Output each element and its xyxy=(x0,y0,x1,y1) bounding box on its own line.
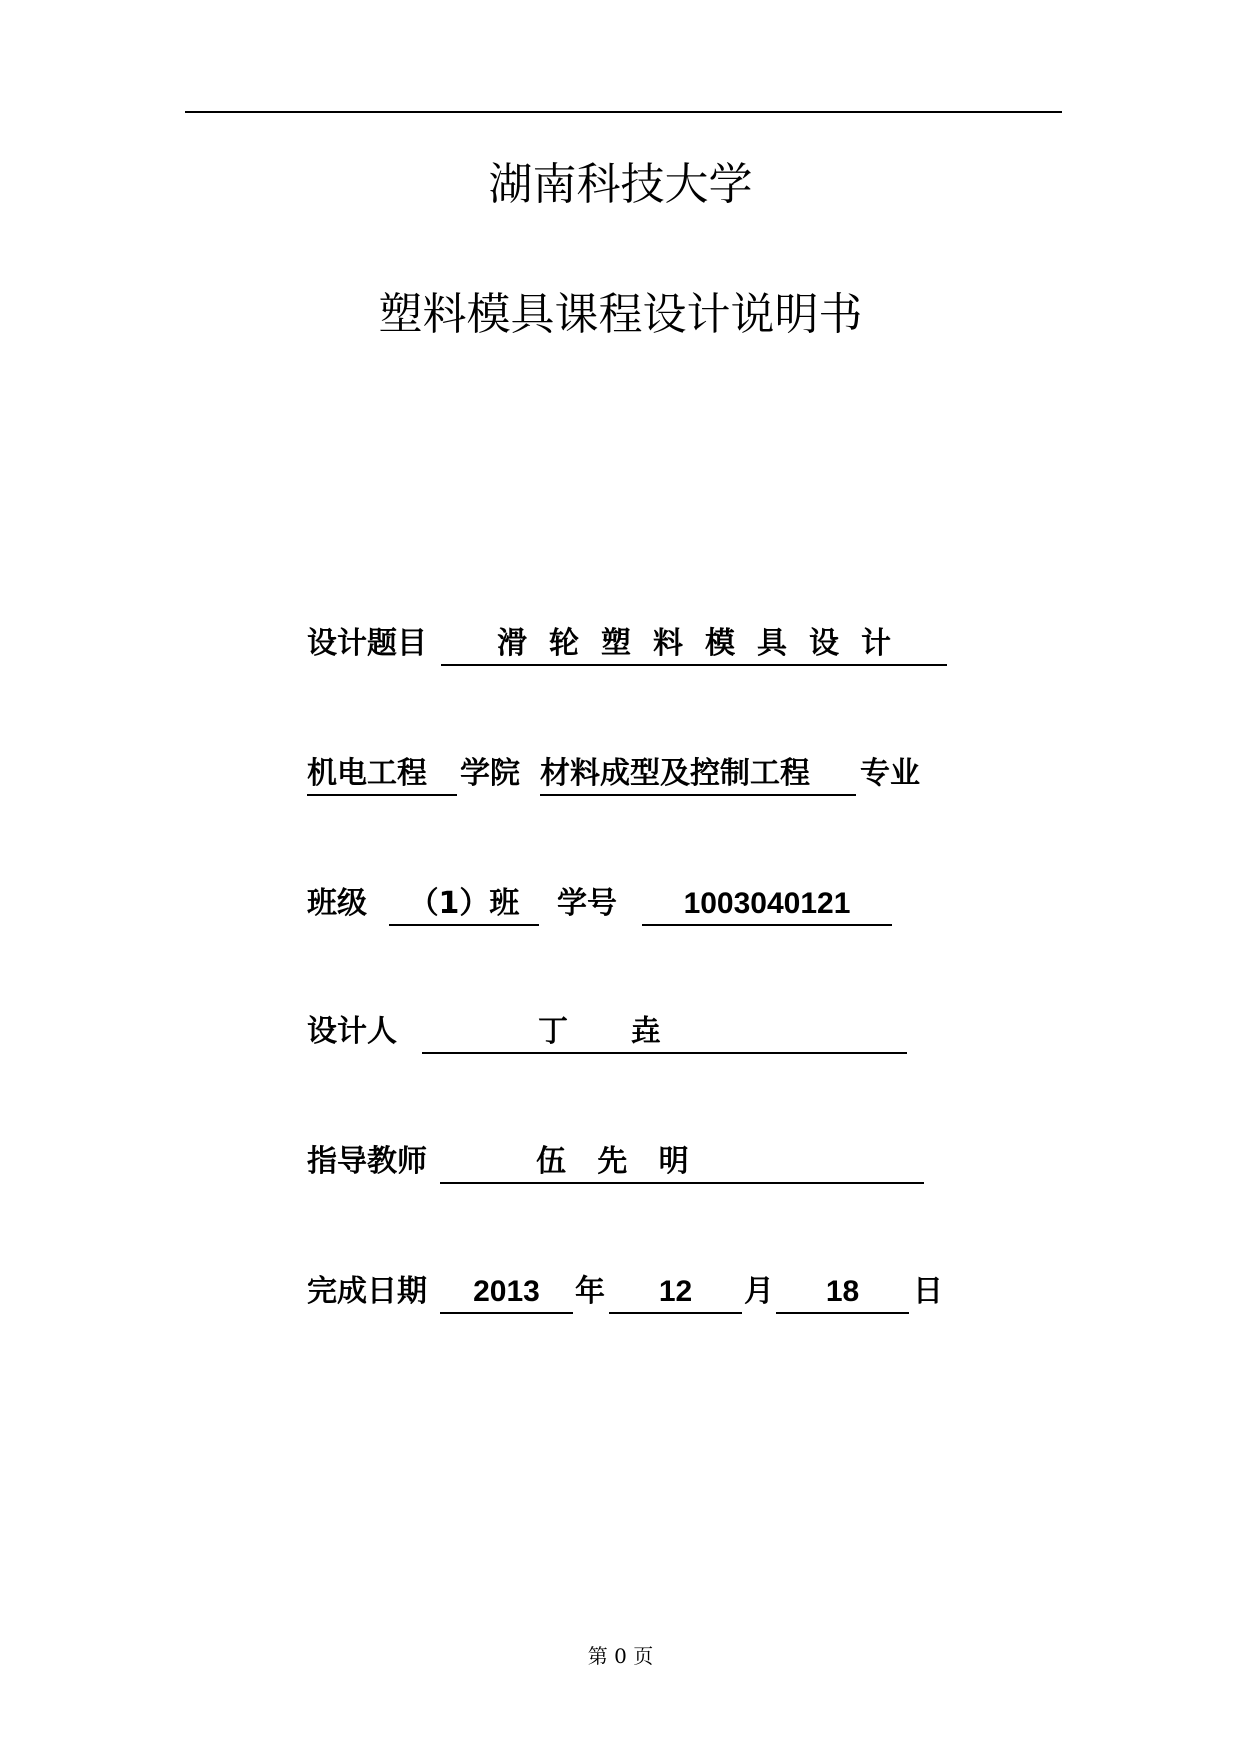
date-label: 完成日期 xyxy=(307,1274,427,1309)
college-value: 机电工程 xyxy=(307,754,457,796)
university-title: 湖南科技大学 xyxy=(488,159,753,210)
month-value: 12 xyxy=(609,1272,742,1314)
advisor-label: 指导教师 xyxy=(307,1144,427,1179)
major-value: 材料成型及控制工程 xyxy=(540,754,856,796)
header-rule xyxy=(185,111,1062,113)
advisor-value: 伍 先 明 xyxy=(440,1142,924,1184)
year-value: 2013 xyxy=(440,1272,573,1314)
document-title: 塑料模具课程设计说明书 xyxy=(378,289,863,340)
class-value: （1）班 xyxy=(389,884,539,926)
day-label: 日 xyxy=(913,1274,943,1309)
year-label: 年 xyxy=(575,1274,605,1309)
month-label: 月 xyxy=(744,1274,774,1309)
major-label: 专业 xyxy=(860,756,920,791)
designer-value: 丁 垚 xyxy=(422,1012,907,1054)
topic-label: 设计题目 xyxy=(307,626,427,661)
day-value: 18 xyxy=(776,1272,909,1314)
class-label: 班级 xyxy=(307,886,367,921)
college-label: 学院 xyxy=(460,756,520,791)
student-no-label: 学号 xyxy=(557,886,617,921)
page-number: 第 0 页 xyxy=(587,1644,654,1668)
student-no-value: 1003040121 xyxy=(642,884,892,926)
designer-label: 设计人 xyxy=(307,1014,397,1049)
topic-value: 滑轮塑料模具设计 xyxy=(441,624,947,666)
